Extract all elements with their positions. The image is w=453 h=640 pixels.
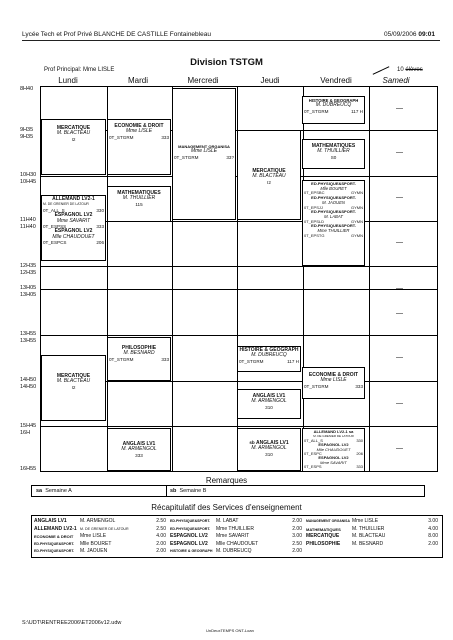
school-name: Lycée Tech et Prof Privé BLANCHE DE CASTILLE Fontainebleau (22, 31, 211, 38)
time-label: 12H35 (20, 263, 37, 269)
lesson-group: 0T_ALL_S (43, 207, 65, 213)
lesson-group: 0T_EPSTG (304, 232, 325, 238)
lesson-teacher: M. BLACTEAU (252, 173, 286, 180)
day-header-mercredi: Mercredi (187, 76, 219, 85)
lesson-group: 0T_STGRM (109, 134, 134, 140)
time-label: 9H35 (20, 134, 34, 140)
lesson-teacher: M. BLACTEAU (56, 130, 91, 137)
lesson-subject: MERCATIQUE (252, 168, 286, 174)
lesson-subject: ALLEMAND LV2-1 (313, 429, 348, 434)
recap-row: MATHEMATIQUES M. THUILLIER 4.00 (306, 525, 438, 532)
lesson-room: I2 (71, 384, 76, 390)
grid-column-divider (369, 87, 370, 471)
remark-week-a: sa Semaine A (36, 488, 72, 494)
lesson-teacher: Mme LISLE (190, 148, 218, 155)
lesson-group: 0T_STGRM (109, 356, 134, 362)
lesson-group: 0T_ESPS (304, 464, 322, 470)
time-label: 14H50 (20, 384, 37, 390)
lesson-room: 206 (96, 240, 104, 246)
lesson-teacher: M. ARMENGOL (251, 445, 287, 452)
lesson-group: 0T_EPSBC (304, 190, 325, 196)
recap-row: HISTOIRE & GEOGRAPH M. DUBREUCQ 2.00 (170, 548, 302, 555)
time-label: 13H55 (20, 338, 37, 344)
lesson-room: GYMN (351, 218, 363, 224)
remark-week-b: sb Semaine B (170, 488, 207, 494)
grid-row-line (40, 335, 438, 336)
time-label: 10H30 (20, 172, 37, 178)
lesson-group: 0T_STGRM (174, 154, 199, 160)
lesson-teacher: M. THUILLIER (317, 148, 350, 155)
lesson-teacher: M. LABAT (324, 213, 343, 219)
lesson-subject: PHILOSOPHIE (121, 345, 157, 351)
lesson-room: GYMN (351, 190, 363, 196)
lesson-room: 310 (265, 451, 273, 457)
lesson-group: 0T_STGRM (304, 108, 329, 114)
recap-row: ED.PHYSIQUE&SPORT. M. LABAT 2.00 (170, 518, 302, 524)
empty-slot-dash: — (396, 194, 403, 201)
lesson-group: 0T_ESPSS (43, 224, 67, 230)
lesson-room: I2 (71, 136, 76, 142)
lesson-teacher: Mme LISLE (320, 377, 347, 384)
file-path: S:\UDT\RENTREE2006\ET2006v12.udw (22, 620, 122, 626)
lesson-room: 310 (265, 404, 273, 410)
lesson-room: I2 (267, 179, 271, 185)
lesson-subject: ESPAGNOL LV2 (54, 212, 93, 219)
time-label: 9H35 (20, 127, 34, 133)
time-label: 13H55 (20, 331, 37, 337)
header-rule (22, 40, 440, 41)
lesson-group: 0T_STGRM (239, 358, 264, 364)
student-count: 10 élèves (397, 67, 423, 73)
lesson-subject: ED.PHYSIQUE&SPORT. (311, 195, 356, 201)
lesson-teacher: Mlle BOURET (320, 185, 347, 191)
lesson-teacher: Mme LISLE (125, 128, 153, 135)
lesson-subject: HISTOIRE & GEOGRAPH (308, 98, 359, 103)
lesson-cell[interactable] (302, 367, 365, 399)
lesson-subject: ESPAGNOL LV2 (318, 442, 349, 448)
time-label: 16H (20, 430, 31, 436)
lesson-group: 0T_EPSJJ (304, 204, 323, 210)
recap-table (31, 515, 443, 558)
lesson-teacher: M. ARMENGOL (251, 398, 287, 405)
lesson-cell[interactable] (237, 346, 301, 372)
lesson-teacher: Mlle CHAUDOUET (316, 446, 351, 452)
print-time: 09:01 (418, 31, 435, 38)
lesson-cell[interactable] (107, 186, 171, 222)
empty-slot-dash: — (396, 400, 403, 407)
lesson-room: 117 H (287, 358, 299, 364)
empty-slot-dash: — (396, 310, 403, 317)
lesson-room: 330 (96, 207, 104, 213)
lesson-room: 33? (226, 154, 234, 160)
recap-row: ECONOMIE & DROIT Mme LISLE 4.00 (34, 533, 166, 540)
time-label: 15H45 (20, 423, 37, 429)
time-label: 10H45 (20, 179, 37, 185)
lesson-subject: ED.PHYSIQUE&SPORT. (311, 181, 356, 186)
time-label: 8H40 (20, 86, 34, 92)
recap-row: ALLEMAND LV2-1 M. DE GRENIER DE LATOUR 2.50 (34, 525, 166, 532)
lesson-group: 0T_ALL_S (304, 437, 323, 443)
recap-row: MANAGEMENT ORGANISA Mme LISLE 3.00 (306, 518, 438, 524)
remarques-table (31, 485, 425, 497)
day-header-jeudi: Jeudi (260, 76, 280, 85)
lesson-teacher: M. ARMENGOL (121, 446, 157, 453)
time-label: 12H35 (20, 270, 37, 276)
lesson-room: 115 (135, 201, 143, 207)
lesson-room: 206 (356, 451, 363, 457)
remarques-title: Remarques (205, 476, 248, 485)
grid-row-line (40, 426, 438, 427)
prof-principal: Prof Principal: Mme LISLE (44, 67, 115, 73)
lesson-subject: MERCATIQUE (56, 125, 91, 131)
time-label: 11H40 (20, 217, 36, 223)
lesson-cell[interactable] (41, 355, 106, 421)
remark-divider (166, 486, 167, 496)
lesson-room: 333 (161, 134, 169, 140)
lesson-teacher: M. DE GRENIER DE LATOUR (43, 202, 89, 207)
lesson-subject: ESPAGNOL LV2 (318, 455, 349, 461)
day-header-mardi: Mardi (127, 76, 148, 85)
lesson-subject: ECONOMIE & DROIT (114, 123, 164, 129)
recap-row: ED.PHYSIQUE&SPORT. Mlle BOURET 2.00 (34, 540, 166, 547)
lesson-subject: MERCATIQUE (56, 373, 91, 379)
lesson-room: GYMN (351, 232, 363, 238)
time-label: 13H05 (20, 292, 37, 298)
lesson-room: 117 H (351, 108, 363, 114)
empty-slot-dash: — (396, 239, 403, 246)
recap-row: PHILOSOPHIE M. BESNARD 2.00 (306, 540, 438, 547)
lesson-teacher: M. DUBREUCQ (251, 352, 287, 359)
lesson-cell[interactable] (237, 428, 301, 471)
recap-title: Récapitulatif des Services d'enseignement (151, 503, 302, 512)
empty-slot-dash: — (396, 445, 403, 452)
empty-slot-dash: — (396, 354, 403, 361)
lesson-teacher: Mlle CHAUDOUET (52, 233, 95, 240)
lesson-group: 0T_STGRM (304, 383, 329, 389)
lesson-room: 333 (135, 452, 143, 458)
recap-row: ESPAGNOL LV2 Mlle CHAUDOUET 2.50 (170, 540, 302, 547)
lesson-room: 333 (161, 356, 169, 362)
week-marker: sa (348, 429, 354, 434)
lesson-teacher: M. JAOUEN (322, 199, 345, 205)
empty-slot-dash: — (396, 149, 403, 156)
lesson-subject: ED.PHYSIQUE&SPORT. (311, 209, 356, 215)
lesson-cell[interactable] (107, 337, 171, 381)
lesson-cell[interactable] (237, 130, 301, 220)
lesson-room: GYMN (351, 204, 363, 210)
lesson-group: 0T_EPSLD (304, 218, 325, 224)
lesson-cell-group[interactable] (302, 428, 365, 472)
lesson-cell[interactable] (41, 119, 106, 175)
lesson-cell[interactable] (107, 428, 171, 471)
lesson-teacher: M. BESNARD (123, 350, 155, 357)
lesson-subject: ALLEMAND LV2-1 (52, 196, 95, 202)
time-label: 16H55 (20, 466, 37, 472)
week-marker: sb (249, 440, 255, 445)
lesson-room: S0 (330, 154, 337, 160)
empty-slot-dash: — (396, 285, 403, 292)
recap-row: ED.PHYSIQUE&SPORT. Mme THUILLIER 2.00 (170, 525, 302, 532)
lesson-teacher: Mme THUILLIER (317, 228, 350, 234)
recap-row: ESPAGNOL LV2 Mme SAVARIT 3.00 (170, 533, 302, 540)
recap-column (34, 518, 166, 556)
recap-column (306, 518, 438, 548)
day-header-lundi: Lundi (58, 76, 78, 85)
lesson-room: 333 (96, 224, 104, 230)
day-header-vendredi: Vendredi (320, 76, 352, 85)
lesson-teacher: M. DE GRENIER DE LATOUR (313, 434, 354, 439)
lesson-teacher: M. DUBREUCQ (315, 102, 352, 109)
lesson-cell-group[interactable] (41, 195, 106, 261)
lesson-subject: ANGLAIS LV1 (122, 441, 156, 447)
lesson-subject: HISTOIRE & GEOGRAPH (239, 347, 299, 353)
lesson-teacher: M. BLACTEAU (56, 378, 91, 385)
lesson-cell[interactable] (302, 96, 365, 124)
recap-column (170, 518, 302, 556)
lesson-room: 330 (356, 437, 363, 443)
grid-row-line (40, 289, 438, 290)
lesson-teacher: Mme SAVARIT (56, 217, 91, 224)
grid-row-line (40, 266, 438, 267)
lesson-teacher: M. THUILLIER (122, 195, 156, 202)
lesson-subject: ED.PHYSIQUE&SPORT. (311, 223, 356, 229)
lesson-cell[interactable] (302, 139, 365, 169)
lesson-cell[interactable] (107, 119, 171, 175)
recap-row: MERCATIQUE M. BLACTEAU 8.00 (306, 533, 438, 540)
time-label: 11H40 (20, 224, 36, 230)
lesson-teacher: Mme SAVARIT (320, 459, 347, 465)
lesson-subject: MANAGEMENT ORGANISA (178, 144, 230, 149)
time-label: 14H50 (20, 377, 37, 383)
lesson-room: 333 (355, 383, 363, 389)
recap-row: ED.PHYSIQUE&SPORT. M. JAOUEN 2.00 (34, 548, 166, 555)
lesson-group: 0T_ESPC (304, 451, 322, 457)
lesson-subject: MATHEMATIQUES (117, 190, 161, 196)
empty-slot-dash: — (396, 105, 403, 112)
lesson-subject: ANGLAIS LV1 (255, 440, 289, 446)
lesson-group: 0T_ESPCS (43, 240, 67, 246)
page-title: Division TSTGM (190, 57, 263, 68)
software-credit: UnDeuxTEMPS ONT-Loan (206, 628, 254, 633)
lesson-subject: ESPAGNOL LV2 (54, 228, 93, 235)
lesson-cell[interactable] (172, 88, 236, 220)
print-date: 05/09/2006 09:01 (384, 31, 435, 38)
lesson-cell-group[interactable] (302, 180, 365, 266)
lesson-room: 333 (356, 464, 363, 470)
lesson-cell[interactable] (237, 389, 301, 419)
recap-row: ANGLAIS LV1 M. ARMENGOL 2.50 (34, 518, 166, 524)
time-label: 13H05 (20, 285, 37, 291)
lesson-subject: ANGLAIS LV1 (252, 393, 286, 399)
lesson-subject: MATHEMATIQUES (311, 143, 356, 149)
day-header-samedi: Samedi (382, 76, 410, 85)
lesson-subject: ECONOMIE & DROIT (308, 372, 359, 378)
